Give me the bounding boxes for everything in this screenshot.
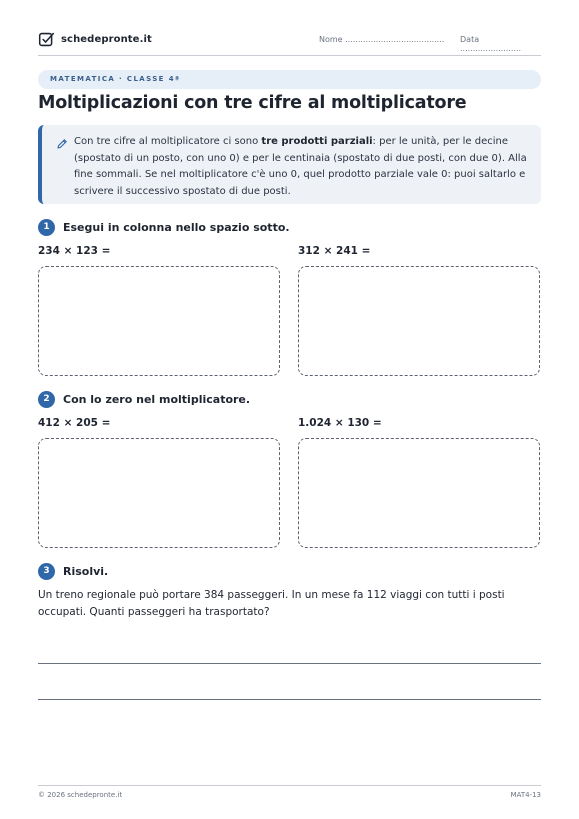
- section-2-heading: [38, 391, 250, 408]
- section-title: Con lo zero nel moltiplicatore.: [63, 393, 251, 406]
- page-footer: [38, 785, 541, 799]
- answer-box[interactable]: [38, 438, 280, 548]
- answer-line[interactable]: [38, 699, 541, 700]
- section-number: 2: [38, 391, 55, 408]
- site-name: schedepronte.it: [61, 34, 152, 45]
- logo: [38, 31, 152, 48]
- section-number: 3: [38, 563, 55, 580]
- info-box: [38, 125, 541, 204]
- answer-line[interactable]: [38, 663, 541, 664]
- operation-label: 234 × 123 =: [38, 245, 111, 257]
- info-bold: tre prodotti parziali: [261, 136, 373, 147]
- data-field[interactable]: Data ........................: [460, 35, 522, 53]
- sheet-code: MAT4-13: [510, 791, 541, 799]
- section-title: Esegui in colonna nello spazio sotto.: [63, 221, 290, 234]
- section-1-heading: [38, 219, 290, 236]
- page-header: [38, 28, 541, 56]
- page-title: Moltiplicazioni con tre cifre al moltiplicatore: [38, 93, 467, 113]
- subject-tag: MATEMATICA · CLASSE 4ª: [38, 70, 541, 89]
- section-3-heading: [38, 563, 108, 580]
- info-text: Con tre cifre al moltiplicatore ci sono tre prodotti parziali: per le unità, per le decine (spostato di un posto, con uno 0) e per le centinaia (spostato di due posti, con due 0). Alla fine sommali. Se nel moltiplicatore c'è uno 0, quel prodotto parziale vale 0: puoi saltarlo e scrivere il successivo spostato di due posti.: [74, 136, 527, 197]
- copyright: © 2026 schedepronte.it: [38, 791, 123, 799]
- pencil-icon: [56, 138, 68, 150]
- operation-label: 312 × 241 =: [298, 245, 371, 257]
- section-title: Risolvi.: [63, 565, 109, 578]
- answer-box[interactable]: [298, 438, 540, 548]
- word-problem: Un treno regionale può portare 384 passeggeri. In un mese fa 112 viaggi con tutti i posti occupati. Quanti passeggeri ha trasportato?: [38, 589, 505, 618]
- nome-field[interactable]: Nome .......................................: [319, 35, 445, 44]
- operation-label: 412 × 205 =: [38, 417, 111, 429]
- answer-box[interactable]: [38, 266, 280, 376]
- checkbox-logo-icon: [38, 31, 55, 48]
- section-number: 1: [38, 219, 55, 236]
- answer-box[interactable]: [298, 266, 540, 376]
- operation-label: 1.024 × 130 =: [298, 417, 382, 429]
